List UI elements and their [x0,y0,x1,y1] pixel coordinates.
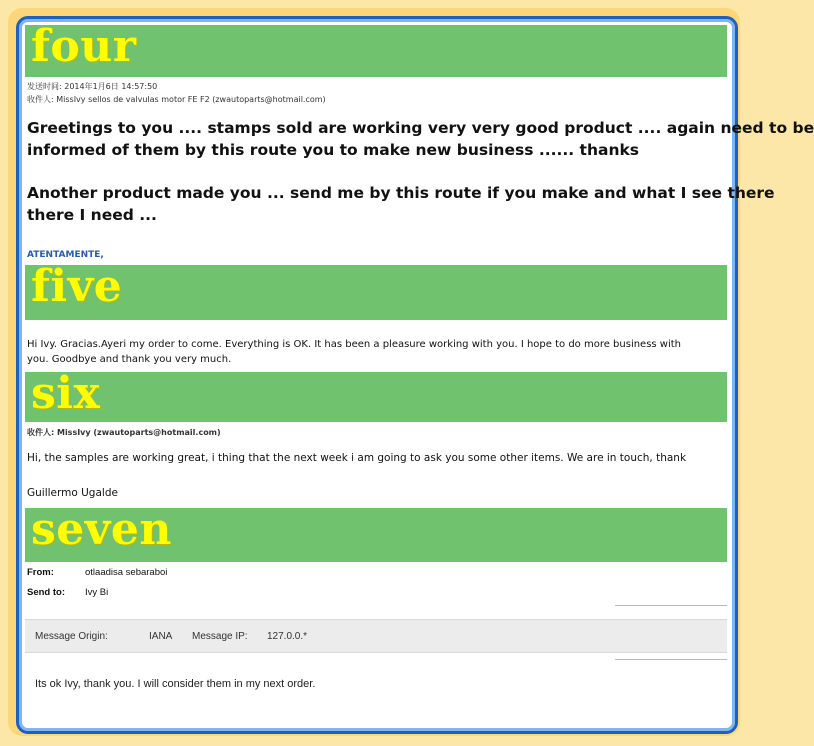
message-line: Hi, the samples are working great, i thing that the next week i am going to ask you some other items. We are in touch, thank [27,452,687,464]
testimonial-panel [25,21,814,721]
email-recipient: 收件人: MissIvy (zwautoparts@hotmail.com) [27,428,221,437]
message-line: there I need ... [27,206,157,224]
divider [615,659,727,660]
message-header-bar [25,619,727,653]
banner-label: four [31,21,137,72]
signature: ATENTAMENTE, [27,250,104,260]
banner-label: six [31,368,101,419]
banner-label: seven [31,504,172,555]
message-body: Its ok Ivy, thank you. I will consider them in my next order. [35,678,316,690]
banner-label: five [31,261,123,312]
banner-four [25,21,727,77]
origin-label: Message Origin: [35,631,108,642]
email-recipient: 收件人: MissIvy sellos de valvulas motor FE F2 (zwautoparts@hotmail.com) [27,95,326,104]
banner-six [25,368,727,422]
banner-five [25,261,727,320]
message-line: Hi Ivy. Gracias.Ayeri my order to come. Everything is OK. It has been a pleasure working with you. I hope to do more business with [27,339,682,350]
from-label: From: [27,567,54,578]
banner-seven [25,504,727,562]
ip-label: Message IP: [192,631,248,642]
email-date: 发送时间: 2014年1月6日 14:57:50 [27,82,158,91]
send-to-value: Ivy Bi [85,587,109,598]
signature: Guillermo Ugalde [27,487,118,499]
message-line: informed of them by this route you to make new business ...... thanks [27,141,640,159]
send-to-label: Send to: [27,587,65,598]
from-value: otlaadisa sebaraboi [85,567,168,578]
ip-value: 127.0.0.* [267,631,308,642]
inner-frame [16,16,814,734]
message-line: you. Goodbye and thank you very much. [27,354,232,365]
message-line: Greetings to you .... stamps sold are working very very good product .... again need to be [27,119,814,137]
message-line: Another product made you ... send me by this route if you make and what I see there [27,184,775,202]
divider [615,605,727,606]
origin-value: IANA [149,631,173,642]
